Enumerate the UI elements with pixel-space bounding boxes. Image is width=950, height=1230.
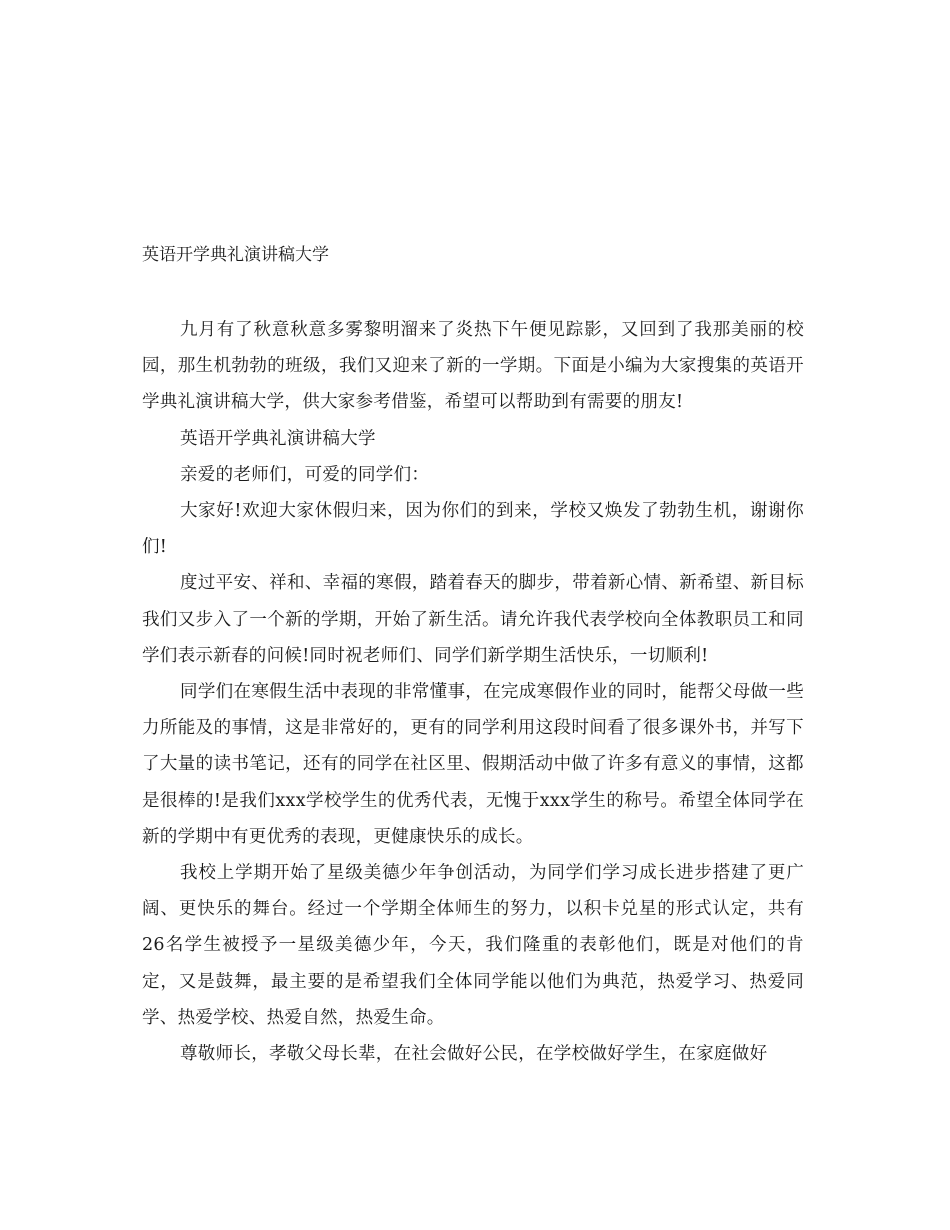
- paragraph-new-semester: 度过平安、祥和、幸福的寒假，踏着春天的脚步，带着新心情、新希望、新目标我们又步入了一个新的学期，开始了新生活。请允许我代表学校向全体教职员工和同学们表示新春的问候!同时祝老师们、同学们新学期生活快乐，一切顺利!: [142, 573, 804, 666]
- paragraph-subtitle: 英语开学典礼演讲稿大学: [180, 428, 376, 449]
- paragraph-respect: 尊敬师长，孝敬父母长辈，在社会做好公民，在学校做好学生，在家庭做好: [180, 1044, 768, 1065]
- paragraph-virtue-award: 我校上学期开始了星级美德少年争创活动，为同学们学习成长进步搭建了更广阔、更快乐的舞台。经过一个学期全体师生的努力，以积卡兑星的形式认定，共有26名学生被授予一星级美德少年，今天，我们隆重的表彰他们，既是对他们的肯定，又是鼓舞，最主要的是希望我们全体同学能以他们为典范，热爱学习、热爱同学、热爱学校、热爱自然，热爱生命。: [142, 863, 804, 1028]
- paragraph-winter-break: 同学们在寒假生活中表现的非常懂事，在完成寒假作业的同时，能帮父母做一些力所能及的事情，这是非常好的，更有的同学利用这段时间看了很多课外书，并写下了大量的读书笔记，还有的同学在社区里、假期活动中做了许多有意义的事情，这都是很棒的!是我们xxx学校学生的优秀代表，无愧于xxx学生的称号。希望全体同学在新的学期中有更优秀的表现，更健康快乐的成长。: [142, 682, 804, 847]
- paragraph-greeting: 大家好!欢迎大家休假归来，因为你们的到来，学校又焕发了勃勃生机，谢谢你们!: [142, 501, 804, 558]
- paragraph-intro: 九月有了秋意秋意多雾黎明溜来了炎热下午便见踪影，又回到了我那美丽的校园，那生机勃勃的班级，我们又迎来了新的一学期。下面是小编为大家搜集的英语开学典礼演讲稿大学，供大家参考借鉴，希望可以帮助到有需要的朋友!: [142, 320, 804, 413]
- paragraph-salutation: 亲爱的老师们，可爱的同学们：: [180, 464, 430, 485]
- document-title: 英语开学典礼演讲稿大学: [142, 245, 329, 265]
- document-body: [142, 312, 804, 1072]
